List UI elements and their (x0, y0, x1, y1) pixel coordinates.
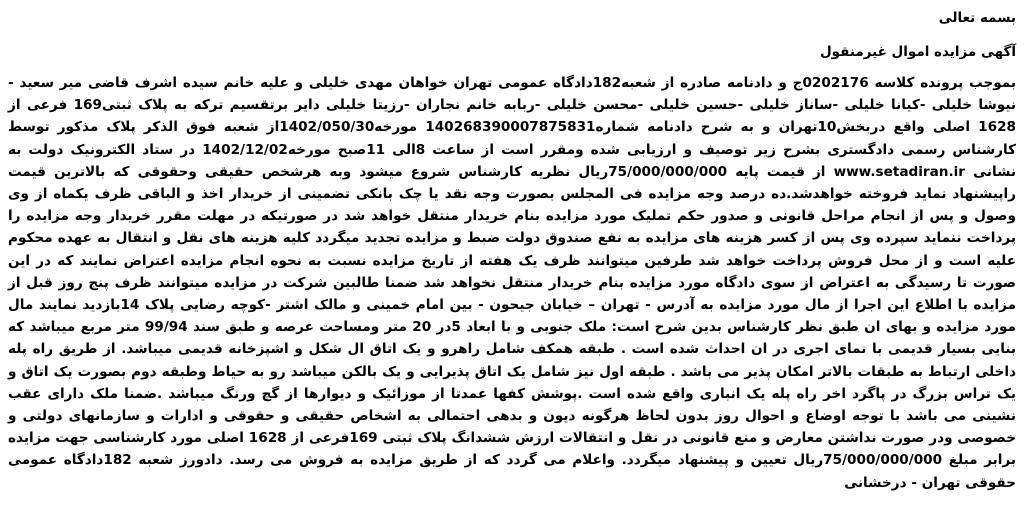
notice-body: بموجب پرونده کلاسه 0202176ج و دادنامه صادره از شعبه182دادگاه عمومی تهران خواهان مهدی خلیلی و علیه خانم سیده اشرف قاضی میر سعید - نیوشا خلیلی -کیانا خلیلی -ساناز خلیلی -حسین خلیلی -محسن خلیلی -ربابه خانم نجاران -رزیتا خلیلی دایر برتقسیم ترکه به پلاک ثبتی169 فرعی از 1628 اصلی واقع دربخش10تهران و به شرح دادنامه شماره140268390007875831 مورخه1402/050/30از شعبه فوق الذکر پلاک مذکور توسط کارشناس رسمی دادگستری بشرح زیر توصیف و ارزیابی شده ومقرر است از ساعت 8الی 11صبح مورخه1402/12/02 در ستاد الکترونیک دولت به نشانی www.setadiran.ir از قیمت پایه 75/000/000/000ریال نظریه کارشناس شروع میشود وبه هرشخص حقیقی وحقوقی که بالاترین قیمت راپیشنهاد نماید فروخته خواهدشد.ده درصد وجه مزایده فی المجلس بصورت وجه نقد یا چک بانکی تضمینی از خریدار اخذ و الباقی ظرف یکماه از وی وصول و پس از انجام مراحل قانونی و صدور حکم تملیک مورد مزایده بنام خریدار منتقل خواهد شد در صورتیکه در مهلت مقرر خریدار وجه مزایده را پرداخت ننماید سپرده وی پس از کسر هزینه های مزایده به نفع صندوق دولت ضبط و مزایده تجدید میگردد کلیه هزینه های نقل و انتقال به عهده محکوم علیه است و از محل فروش پرداخت خواهد شد طرفین میتوانند ظرف یک هفته از تاریخ مزایده نسبت به نحوه انجام مزایده اعتراض نمایند که در این صورت تا رسیدگی به اعتراض از سوی دادگاه مورد مزایده بنام خریدار منتقل نخواهد شد ضمنا طالبین شرکت در مزایده میتوانند ظرف پنج روز قبل از مزایده با اطلاع این اجرا از مال مورد مزایده به آدرس - تهران – خیابان جیحون - بین امام خمینی و مالک اشتر -کوچه رضایی پلاک 14بازدید نمایند مال مورد مزایده و بهای ان طبق نظر کارشناس بدین شرح است: ملک جنوبی و با ابعاد 5در 20 متر ومساحت عرصه و طبق سند 99/94 متر مربع میباشد که بنایی بسیار قدیمی با نمای اجری در ان احداث شده است . طبقه همکف شامل راهرو و یک اتاق ال شکل و اشپزخانه قدیمی میباشد. از طریق راه پله داخلی ارتباط به طبقات بالاتر امکان پذیر می باشد . طبقه اول نیز شامل یک اتاق پذیرایی و یک بالکن میباشد رو به حیاط وطبقه دوم بصورت یک اتاق و یک تراس بزرگ در پاگرد اخر راه پله یک انباری واقع شده است .پوشش کفها عمدتا از موزائیک و دیوارها از گچ ورنگ میباشد .ضمنا ملک دارای عقب نشینی می باشد با توجه اوضاع و احوال روز بدون لحاظ هرگونه دیون و بدهی احتمالی به اشخاص حقیقی و حقوقی و ادارات و سازمانهای دولتی و خصوصی ودر صورت نداشتن معارض و منع قانونی در نقل و انتقالات ارزش ششدانگ پلاک ثبتی 169فرعی از 1628 اصلی مورد کارشناسی جهت مزایده برابر مبلغ 75/000/000/000ریال تعیین و پیشنهاد میگردد. واعلام می گردد که از طریق مزایده به فروش می رسد. دادورز شعبه 182دادگاه عمومی حقوقی تهران - درخشانی (8, 75, 1017, 491)
notice-title: آگهی مزایده اموال غیرمنقول (819, 44, 1016, 60)
opening-phrase: بسمه تعالی (938, 10, 1016, 26)
